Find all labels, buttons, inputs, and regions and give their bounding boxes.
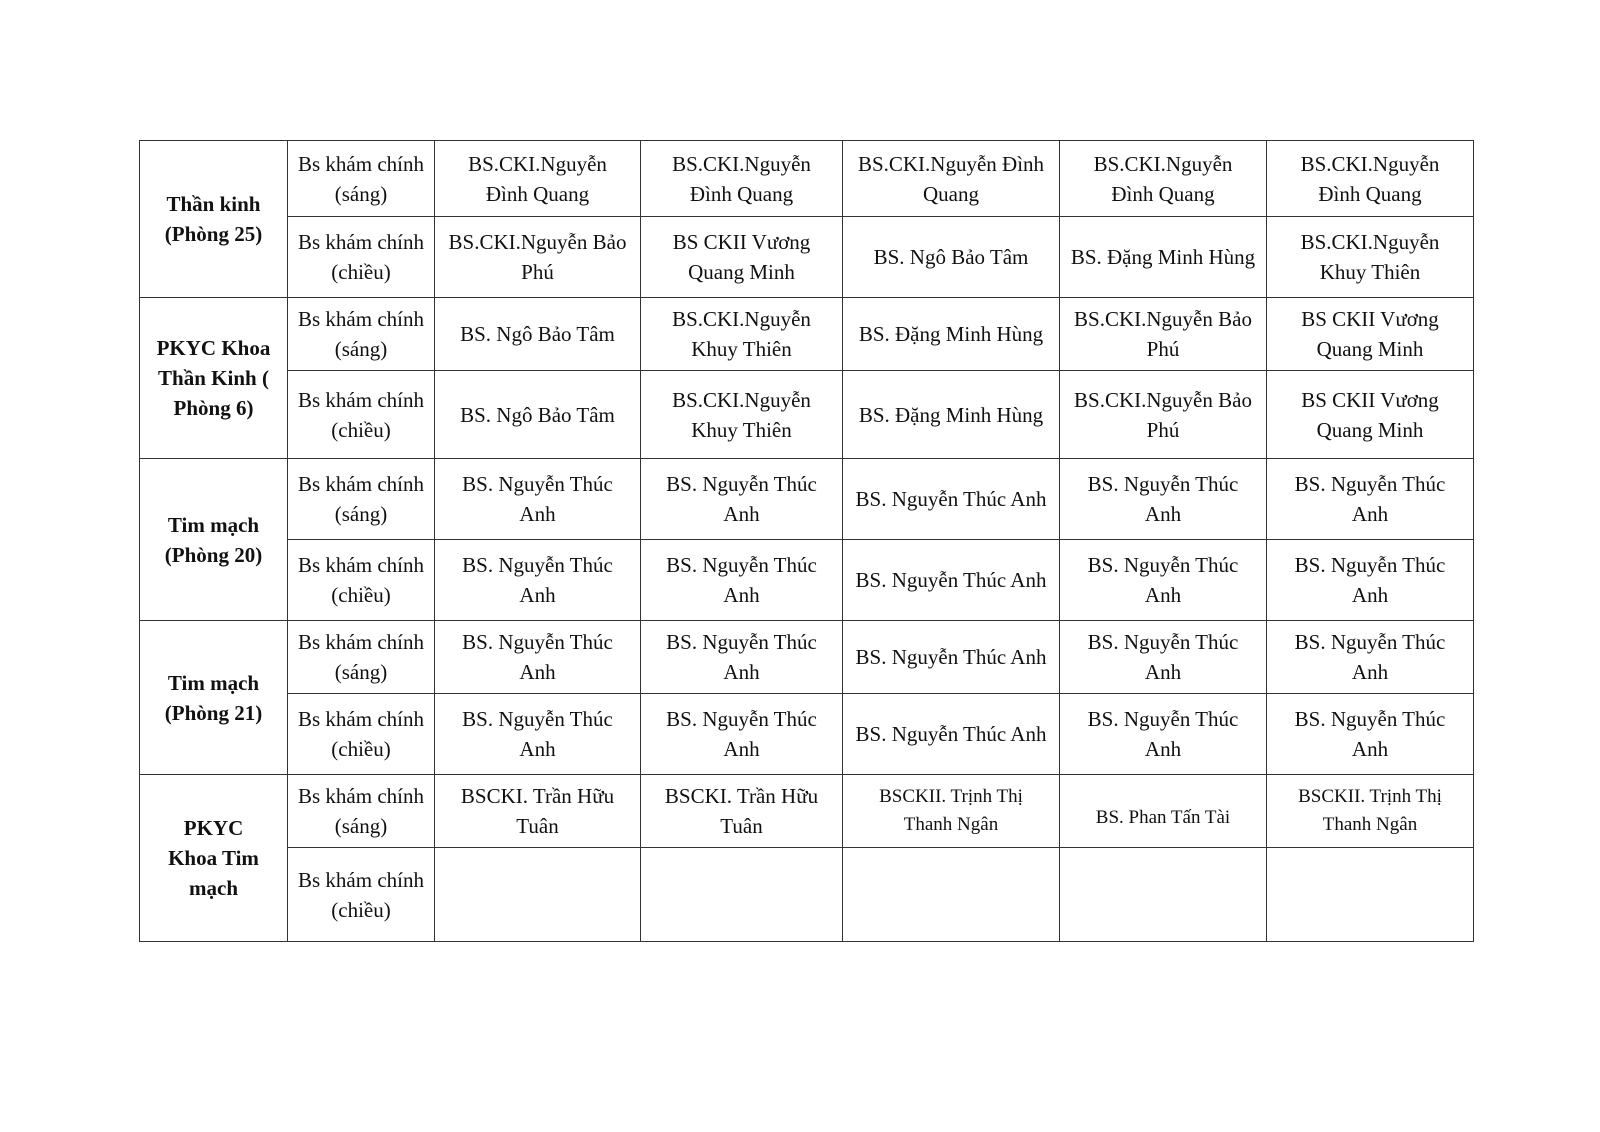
doctor-cell: BS CKII Vương Quang Minh <box>641 217 843 298</box>
doctor-cell: BS.CKI.Nguyễn Đình Quang <box>435 141 641 217</box>
doctor-cell: BS.CKI.Nguyễn Khuy Thiên <box>641 298 843 371</box>
doctor-cell: BS. Đặng Minh Hùng <box>843 371 1060 459</box>
shift-cell: Bs khám chính (sáng) <box>288 298 435 371</box>
shift-cell: Bs khám chính (chiều) <box>288 540 435 621</box>
doctor-cell <box>1060 848 1267 942</box>
doctor-cell <box>843 848 1060 942</box>
doctor-cell: BS. Nguyễn Thúc Anh <box>1060 694 1267 775</box>
doctor-cell: BS. Nguyễn Thúc Anh <box>1060 621 1267 694</box>
doctor-cell: BS.CKI.Nguyễn Bảo Phú <box>1060 371 1267 459</box>
doctor-cell <box>435 848 641 942</box>
shift-cell: Bs khám chính (chiều) <box>288 848 435 942</box>
shift-cell: Bs khám chính (chiều) <box>288 371 435 459</box>
doctor-cell: BS. Nguyễn Thúc Anh <box>1267 694 1474 775</box>
table-row <box>140 540 1474 621</box>
doctor-cell: BS. Ngô Bảo Tâm <box>435 298 641 371</box>
doctor-cell: BS CKII Vương Quang Minh <box>1267 298 1474 371</box>
table-row <box>140 621 1474 694</box>
doctor-cell: BS CKII Vương Quang Minh <box>1267 371 1474 459</box>
doctor-cell: BS.CKI.Nguyễn Khuy Thiên <box>1267 217 1474 298</box>
doctor-cell: BS. Nguyễn Thúc Anh <box>1060 540 1267 621</box>
doctor-cell: BS. Nguyễn Thúc Anh <box>843 459 1060 540</box>
doctor-cell: BS. Nguyễn Thúc Anh <box>641 694 843 775</box>
doctor-cell: BS. Nguyễn Thúc Anh <box>435 694 641 775</box>
doctor-cell: BS. Phan Tấn Tài <box>1060 775 1267 848</box>
doctor-cell: BS. Đặng Minh Hùng <box>843 298 1060 371</box>
table-row <box>140 141 1474 217</box>
doctor-schedule-table <box>139 140 1474 942</box>
doctor-cell: BS. Nguyễn Thúc Anh <box>641 459 843 540</box>
doctor-cell: BS.CKI.Nguyễn Đình Quang <box>1060 141 1267 217</box>
doctor-cell: BSCKII. Trịnh Thị Thanh Ngân <box>1267 775 1474 848</box>
doctor-cell: BSCKI. Trần Hữu Tuân <box>435 775 641 848</box>
doctor-cell: BS. Nguyễn Thúc Anh <box>1267 621 1474 694</box>
doctor-cell: BS. Nguyễn Thúc Anh <box>1267 540 1474 621</box>
shift-cell: Bs khám chính (sáng) <box>288 459 435 540</box>
doctor-cell: BS.CKI.Nguyễn Đình Quang <box>1267 141 1474 217</box>
doctor-cell: BS. Nguyễn Thúc Anh <box>843 540 1060 621</box>
doctor-cell: BSCKI. Trần Hữu Tuân <box>641 775 843 848</box>
doctor-cell: BS. Nguyễn Thúc Anh <box>435 621 641 694</box>
table-row <box>140 848 1474 942</box>
doctor-cell: BS. Nguyễn Thúc Anh <box>435 459 641 540</box>
doctor-cell: BS. Nguyễn Thúc Anh <box>641 540 843 621</box>
doctor-cell: BS.CKI.Nguyễn Bảo Phú <box>435 217 641 298</box>
doctor-cell: BS. Nguyễn Thúc Anh <box>641 621 843 694</box>
doctor-cell: BS.CKI.Nguyễn Đình Quang <box>843 141 1060 217</box>
doctor-cell <box>641 848 843 942</box>
doctor-cell: BS. Đặng Minh Hùng <box>1060 217 1267 298</box>
department-cell: Thần kinh (Phòng 25) <box>140 141 288 298</box>
table-row <box>140 775 1474 848</box>
table-row <box>140 459 1474 540</box>
doctor-cell: BS.CKI.Nguyễn Khuy Thiên <box>641 371 843 459</box>
department-cell: PKYC Khoa Thần Kinh ( Phòng 6) <box>140 298 288 459</box>
doctor-cell: BS. Nguyễn Thúc Anh <box>1267 459 1474 540</box>
doctor-cell: BS. Ngô Bảo Tâm <box>435 371 641 459</box>
table-row <box>140 298 1474 371</box>
doctor-cell: BS.CKI.Nguyễn Đình Quang <box>641 141 843 217</box>
shift-cell: Bs khám chính (sáng) <box>288 775 435 848</box>
doctor-cell: BS. Nguyễn Thúc Anh <box>1060 459 1267 540</box>
shift-cell: Bs khám chính (sáng) <box>288 141 435 217</box>
department-cell: Tim mạch (Phòng 20) <box>140 459 288 621</box>
doctor-cell: BSCKII. Trịnh Thị Thanh Ngân <box>843 775 1060 848</box>
doctor-cell: BS. Nguyễn Thúc Anh <box>843 694 1060 775</box>
department-cell: Tim mạch (Phòng 21) <box>140 621 288 775</box>
doctor-cell: BS. Nguyễn Thúc Anh <box>843 621 1060 694</box>
doctor-cell: BS.CKI.Nguyễn Bảo Phú <box>1060 298 1267 371</box>
doctor-cell <box>1267 848 1474 942</box>
shift-cell: Bs khám chính (chiều) <box>288 217 435 298</box>
doctor-cell: BS. Ngô Bảo Tâm <box>843 217 1060 298</box>
table-row <box>140 694 1474 775</box>
table-row <box>140 217 1474 298</box>
shift-cell: Bs khám chính (sáng) <box>288 621 435 694</box>
table-row <box>140 371 1474 459</box>
department-cell: PKYC Khoa Tim mạch <box>140 775 288 942</box>
doctor-cell: BS. Nguyễn Thúc Anh <box>435 540 641 621</box>
shift-cell: Bs khám chính (chiều) <box>288 694 435 775</box>
